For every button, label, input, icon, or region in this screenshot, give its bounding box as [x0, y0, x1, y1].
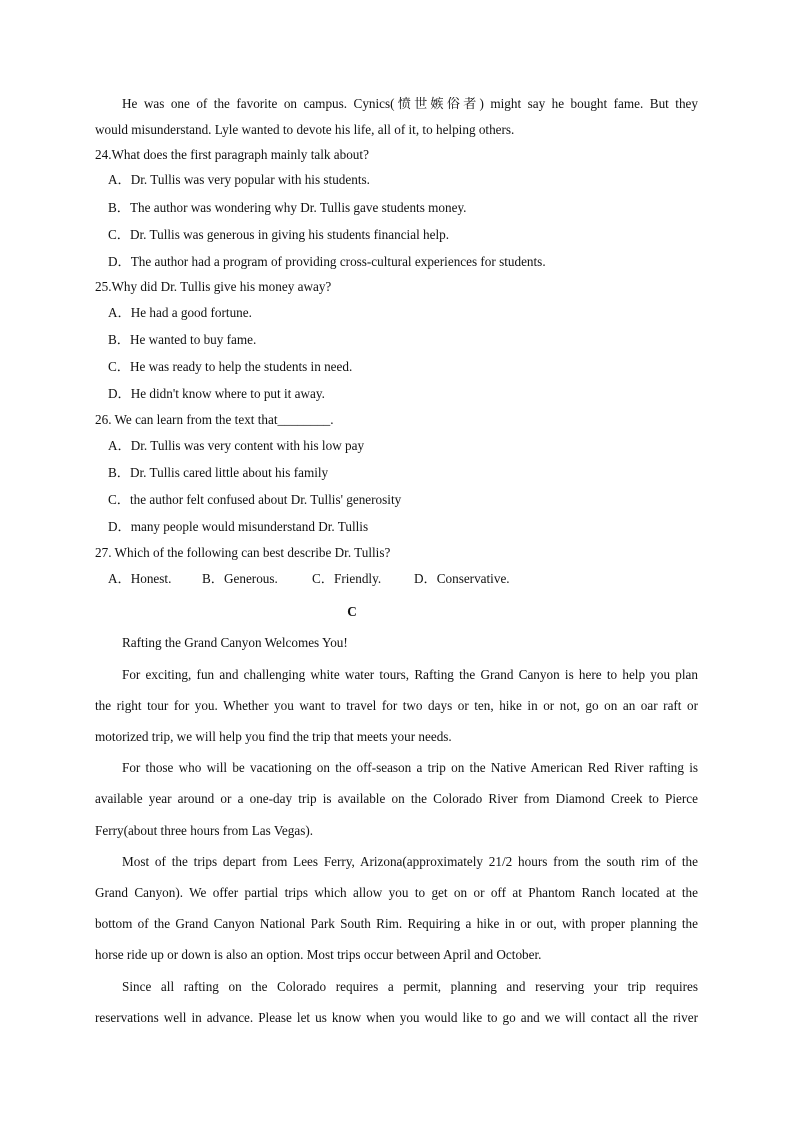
- passage-title: Rafting the Grand Canyon Welcomes You!: [122, 635, 348, 650]
- question-26-option-c: C．the author felt confused about Dr. Tullis' generosity: [108, 492, 402, 507]
- question-26-option-d: D．many people would misunderstand Dr. Tullis: [108, 519, 369, 534]
- question-27-option-d: D．Conservative.: [414, 571, 510, 586]
- question-24-option-a: A．Dr. Tullis was very popular with his students.: [108, 172, 370, 187]
- question-26-option-a: A．Dr. Tullis was very content with his low pay: [108, 438, 365, 453]
- question-24-option-c: C．Dr. Tullis was generous in giving his students financial help.: [108, 227, 450, 242]
- question-27-options: [108, 571, 510, 587]
- passage-c-line-2: the right tour for you. Whether you want to travel for two days or ten, hike in or not, go on an oar raft or: [95, 698, 698, 713]
- question-24-option-d: D．The author had a program of providing cross-cultural experiences for students.: [108, 254, 546, 269]
- passage-c-line-3: motorized trip, we will help you find the trip that meets your needs.: [95, 729, 452, 744]
- question-25-option-a: A．He had a good fortune.: [108, 305, 252, 320]
- question-24-stem: 24.What does the first paragraph mainly talk about?: [95, 147, 369, 162]
- question-27-option-c: C．Friendly.: [312, 571, 382, 586]
- passage-c-line-11: Since all rafting on the Colorado requires a permit, planning and reserving your trip requires: [122, 979, 698, 994]
- question-26-stem: 26. We can learn from the text that________.: [95, 412, 334, 427]
- passage-c-line-12: reservations well in advance. Please let us know when you would like to go and we will contact all the river: [95, 1010, 698, 1025]
- passage-c-line-7: Most of the trips depart from Lees Ferry, Arizona(approximately 21/2 hours from the south rim of the: [122, 854, 698, 869]
- question-26-option-b: B．Dr. Tullis cared little about his family: [108, 465, 329, 480]
- passage-c-line-9: bottom of the Grand Canyon National Park South Rim. Requiring a hike in or out, with proper planning the: [95, 916, 698, 931]
- passage-c-line-4: For those who will be vacationing on the off-season a trip on the Native American Red River rafting is: [122, 760, 698, 775]
- passage-b-line-2: would misunderstand. Lyle wanted to devote his life, all of it, to helping others.: [95, 122, 515, 137]
- passage-c-line-6: Ferry(about three hours from Las Vegas).: [95, 823, 314, 838]
- question-25-option-b: B．He wanted to buy fame.: [108, 332, 257, 347]
- passage-c-line-5: available year around or a one-day trip is available on the Colorado River from Diamond Creek to Pierce: [95, 791, 698, 806]
- passage-c-line-1: For exciting, fun and challenging white water tours, Rafting the Grand Canyon is here to help you plan: [122, 667, 698, 682]
- question-24-option-b: B．The author was wondering why Dr. Tullis gave students money.: [108, 200, 467, 215]
- passage-c-line-8: Grand Canyon). We offer partial trips which allow you to get on or off at Phantom Ranch located at the: [95, 885, 698, 900]
- passage-b-line-1: He was one of the favorite on campus. Cynics(愤世嫉俗者) might say he bought fame. But they: [122, 96, 698, 111]
- question-27-option-a: A．Honest.: [108, 571, 172, 586]
- passage-c-line-10: horse ride up or down is also an option. Most trips occur between April and October.: [95, 947, 542, 962]
- question-25-option-c: C．He was ready to help the students in need.: [108, 359, 353, 374]
- question-25-stem: 25.Why did Dr. Tullis give his money away?: [95, 279, 332, 294]
- section-heading: C: [347, 604, 357, 619]
- question-25-option-d: D．He didn't know where to put it away.: [108, 386, 325, 401]
- question-27-stem: 27. Which of the following can best describe Dr. Tullis?: [95, 545, 391, 560]
- question-27-option-b: B．Generous.: [202, 571, 278, 586]
